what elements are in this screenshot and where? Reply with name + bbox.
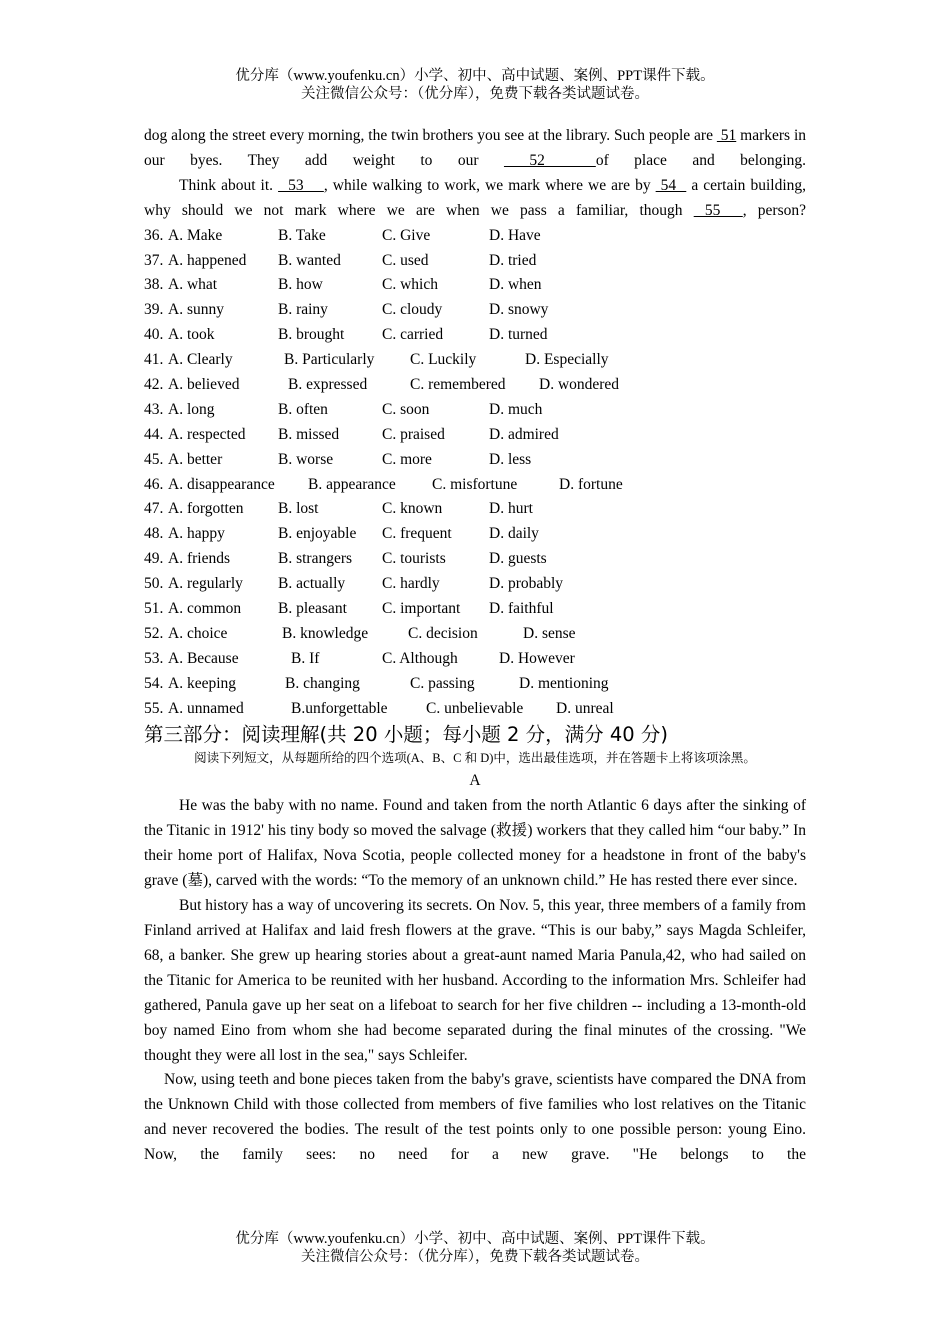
cloze-text: , person? [742, 201, 807, 219]
option-d: D. fortune [559, 475, 623, 493]
question-number: 46. [144, 475, 164, 493]
question-number: 50. [144, 575, 164, 593]
option-c: C. tourists [382, 550, 446, 568]
question-row [144, 373, 806, 398]
question-row [144, 249, 806, 274]
question-number: 37. [144, 251, 164, 269]
option-b: B. strangers [278, 550, 353, 568]
option-d: D. Have [489, 226, 541, 244]
question-row [144, 398, 806, 423]
option-a: A. happened [168, 251, 247, 269]
option-d: D. wondered [539, 375, 620, 393]
option-c: C. important [382, 599, 461, 617]
option-c: C. soon [382, 400, 430, 418]
page-header [0, 67, 950, 103]
question-row [144, 697, 806, 722]
option-b: B. changing [285, 674, 360, 692]
question-number: 52. [144, 624, 164, 642]
question-row [144, 423, 806, 448]
header-line-1: 优分库（www.youfenku.cn）小学、初中、高中试题、案例、PPT课件下载。 [235, 68, 715, 84]
option-a: A. forgotten [168, 500, 244, 518]
question-row [144, 298, 806, 323]
option-c: C. remembered [410, 375, 506, 393]
cloze-text: a certain building, why should we not mark where we are when we pass a familiar, though [144, 176, 806, 219]
option-a: A. respected [168, 425, 246, 443]
option-d: D. when [489, 276, 542, 294]
option-d: D. daily [489, 525, 539, 543]
option-a: A. choice [168, 624, 228, 642]
question-number: 38. [144, 276, 164, 294]
passage-label: A [469, 772, 481, 790]
question-number: 41. [144, 351, 164, 369]
option-c: C. hardly [382, 575, 440, 593]
question-number: 36. [144, 226, 164, 244]
passage-paragraph-3: Now, using teeth and bone pieces taken from the baby's grave, scientists have compared the DNA from the Unknown Child with those collected from members of five families who lost relatives on the Titanic and never recovered the bodies. The result of the test points only to one possible person: young Eino. Now, the family sees: no need for a new grave. "He belongs to the [144, 1071, 806, 1164]
option-c: C. carried [382, 326, 444, 344]
option-b: B. lost [278, 500, 319, 518]
question-number: 43. [144, 400, 164, 418]
option-b: B. how [278, 276, 323, 294]
option-a: A. disappearance [168, 475, 275, 493]
option-c: C. unbelievable [426, 699, 524, 717]
option-c: C. Luckily [410, 351, 477, 369]
question-row [144, 622, 806, 647]
question-number: 39. [144, 301, 164, 319]
cloze-text: , while walking to work, we mark where we are by [323, 176, 656, 194]
option-d: D. admired [489, 425, 559, 443]
option-d: D. mentioning [519, 674, 609, 692]
option-d: D. much [489, 400, 543, 418]
option-c: C. Give [382, 226, 431, 244]
option-a: A. Clearly [168, 351, 233, 369]
question-list [144, 224, 806, 722]
question-number: 47. [144, 500, 164, 518]
option-b: B. worse [278, 450, 334, 468]
option-c: C. cloudy [382, 301, 443, 319]
cloze-text: of place and belonging. [595, 151, 807, 169]
option-a: A. unnamed [168, 699, 244, 717]
question-row [144, 572, 806, 597]
page-content [144, 124, 806, 1168]
question-number: 48. [144, 525, 164, 543]
option-a: A. Because [168, 649, 239, 667]
option-d: D. sense [523, 624, 576, 642]
footer-line-1: 优分库（www.youfenku.cn）小学、初中、高中试题、案例、PPT课件下载。 [235, 1231, 715, 1247]
question-number: 45. [144, 450, 164, 468]
footer-line-2: 关注微信公众号：（优分库），免费下载各类试题试卷。 [301, 1249, 649, 1265]
option-b: B. Take [278, 226, 326, 244]
option-c: C. passing [410, 674, 475, 692]
blank-55: 55 [693, 201, 743, 219]
cloze-text: Think about it. [179, 176, 279, 194]
option-b: B. pleasant [278, 599, 347, 617]
option-d: D. probably [489, 575, 564, 593]
option-d: D. snowy [489, 301, 549, 319]
question-row [144, 547, 806, 572]
cloze-paragraph-2 [144, 174, 806, 224]
option-c: C. praised [382, 425, 445, 443]
header-line-2: 关注微信公众号：（优分库），免费下载各类试题试卷。 [301, 86, 649, 102]
option-a: A. keeping [168, 674, 237, 692]
option-c: C. Although [382, 649, 458, 667]
option-b: B. appearance [308, 475, 396, 493]
question-row [144, 448, 806, 473]
option-c: C. more [382, 450, 432, 468]
option-c: C. used [382, 251, 429, 269]
blank-51: 51 [716, 127, 737, 144]
option-b: B. wanted [278, 251, 341, 269]
option-a: A. sunny [168, 301, 224, 319]
blank-52: 52 [503, 151, 596, 169]
question-number: 44. [144, 425, 164, 443]
section-instructions: 阅读下列短文，从每题所给的四个选项(A、B、C 和 D)中，选出最佳选项，并在答题卡上将该项涂黑。 [194, 751, 756, 766]
question-row [144, 273, 806, 298]
question-number: 42. [144, 375, 164, 393]
blank-53: 53 [278, 176, 324, 194]
option-a: A. better [168, 450, 223, 468]
option-a: A. long [168, 400, 215, 418]
option-d: D. unreal [556, 699, 614, 717]
option-d: D. hurt [489, 500, 533, 518]
option-d: D. less [489, 450, 532, 468]
question-row [144, 672, 806, 697]
option-c: C. decision [408, 624, 478, 642]
question-row [144, 348, 806, 373]
question-row [144, 473, 806, 498]
option-b: B. expressed [288, 375, 368, 393]
passage-paragraph-1: He was the baby with no name. Found and taken from the north Atlantic 6 days after the sinking of the Titanic in 1912' his tiny body so moved the salvage (救援) workers that they called him “our baby.” In their home port of Halifax, Nova Scotia, people collected money for a headstone in front of the baby's grave (墓), carved with the words: “To the memory of an unknown child.” He has rested there ever since. [144, 797, 806, 890]
option-b: B.unforgettable [291, 699, 388, 717]
option-b: B. rainy [278, 301, 328, 319]
cloze-text: markers in our byes. They add weight to our [144, 127, 806, 169]
option-a: A. regularly [168, 575, 243, 593]
option-a: A. friends [168, 550, 230, 568]
question-row [144, 224, 806, 249]
question-row [144, 597, 806, 622]
passage-paragraph-2: But history has a way of uncovering its secrets. On Nov. 5, this year, three members of a family from Finland arrived at Halifax and laid fresh flowers at the grave. “This is our baby,” says Magda Schleifer, 68, a banker. She grew up hearing stories about a great-aunt named Maria Panula,42, who had sailed on the Titanic for America to be reunited with her husband. According to the information Mrs. Schleifer had gathered, Panula gave up her seat on a lifeboat to search for her five children -- including a 13-month-old boy named Eino from whom she had become separated during the final minutes of the crossing. "We thought they were all lost in the sea," says Schleifer. [144, 897, 806, 1064]
option-a: A. happy [168, 525, 225, 543]
question-number: 54. [144, 674, 164, 692]
option-b: B. actually [278, 575, 346, 593]
option-b: B. Particularly [284, 351, 375, 369]
option-d: D. tried [489, 251, 537, 269]
option-a: A. common [168, 599, 242, 617]
option-b: B. enjoyable [278, 525, 357, 543]
blank-54: 54 [655, 176, 687, 194]
section-title: 第三部分：阅读理解(共 20 小题；每小题 2 分，满分 40 分) [144, 723, 668, 747]
option-a: A. what [168, 276, 218, 294]
option-b: B. brought [278, 326, 345, 344]
question-number: 49. [144, 550, 164, 568]
option-d: D. guests [489, 550, 547, 568]
option-c: C. which [382, 276, 438, 294]
option-d: D. However [499, 649, 575, 667]
option-c: C. known [382, 500, 443, 518]
option-b: B. If [291, 649, 320, 667]
option-d: D. faithful [489, 599, 554, 617]
question-row [144, 323, 806, 348]
question-number: 51. [144, 599, 164, 617]
option-b: B. often [278, 400, 328, 418]
option-a: A. Make [168, 226, 223, 244]
question-number: 40. [144, 326, 164, 344]
cloze-paragraph-1 [144, 124, 806, 174]
question-row [144, 647, 806, 672]
option-c: C. misfortune [432, 475, 518, 493]
question-number: 55. [144, 699, 164, 717]
page-footer [0, 1230, 950, 1266]
option-b: B. missed [278, 425, 340, 443]
option-c: C. frequent [382, 525, 452, 543]
cloze-text: dog along the street every morning, the twin brothers you see at the library. Such people are [144, 127, 717, 144]
question-row [144, 522, 806, 547]
question-number: 53. [144, 649, 164, 667]
option-a: A. believed [168, 375, 240, 393]
option-d: D. Especially [525, 351, 609, 369]
option-b: B. knowledge [282, 624, 369, 642]
option-d: D. turned [489, 326, 548, 344]
question-row [144, 497, 806, 522]
option-a: A. took [168, 326, 215, 344]
